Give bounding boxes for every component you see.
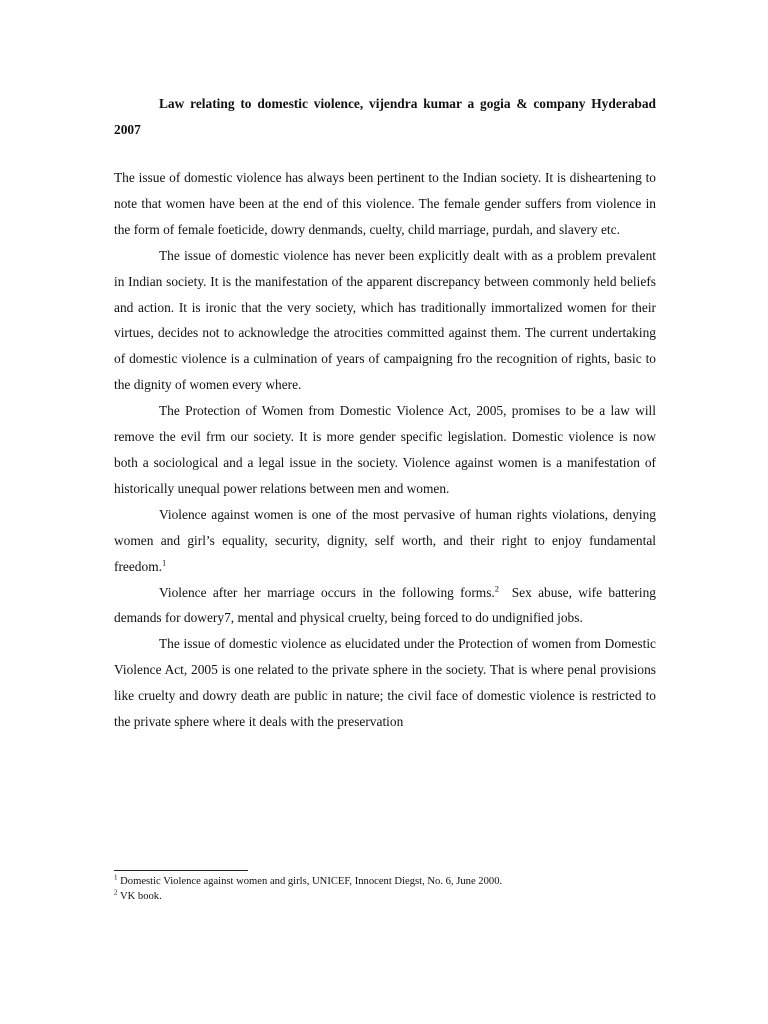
footnote-text-1: Domestic Violence against women and girls, UNICEF, Innocent Diegst, No. 6, June 2000. xyxy=(117,876,503,887)
document-heading: Law relating to domestic violence, vijendra kumar a gogia & company Hyderabad 2007 xyxy=(114,96,656,137)
paragraph-intro: The issue of domestic violence has always been pertinent to the Indian society. It is disheartening to note that women have been at the end of this violence. The female gender suffers from violence in the form of female foeticide, dowry denmands, cuelty, child marriage, purdah, and slavery etc. xyxy=(114,170,656,237)
footnote-separator xyxy=(114,870,248,871)
paragraph-human-rights xyxy=(114,502,656,580)
footnote-2 xyxy=(114,889,656,904)
body-text xyxy=(114,165,660,735)
footnote-marker-2: 2 xyxy=(114,888,118,897)
paragraph-private-sphere: The issue of domestic violence as elucidated under the Protection of women from Domestic Violence Act, 2005 is one related to the private sphere in the society. That is where penal provisions like cruelty and dowry death are public in nature; the civil face of domestic violence is restricted to the private sphere where it deals with the preservation xyxy=(114,636,656,730)
footnotes xyxy=(114,874,656,904)
paragraph-protection-act: The Protection of Women from Domestic Violence Act, 2005, promises to be a law will remove the evil frm our society. It is more gender specific legislation. Domestic violence is now both a sociological and a legal issue in the society. Violence against women is a manifestation of historically unequal power relations between men and women. xyxy=(114,403,656,496)
document-page xyxy=(114,0,660,1024)
paragraph-forms-of-violence xyxy=(114,580,660,632)
footnote-ref-1[interactable]: 1 xyxy=(161,557,167,568)
footnote-text-2: VK book. xyxy=(117,891,162,902)
paragraph-forms-text-before: Violence after her marriage occurs in the following forms. xyxy=(159,584,495,600)
paragraph-human-rights-text: Violence against women is one of the most pervasive of human rights violations, denying women and girl’s equality, security, dignity, self worth, and their right to enjoy fundamental freedom. xyxy=(114,506,656,574)
footnote-1 xyxy=(114,874,656,889)
paragraph-explicitly-dealt: The issue of domestic violence has never been explicitly dealt with as a problem prevalent in Indian society. It is the manifestation of the apparent discrepancy between commonly held beliefs and action. It is ironic that the very society, which has traditionally immortalized women for their virtues, decides not to acknowledge the atrocities committed against them. The current undertaking of domestic violence is a culmination of years of campaigning fro the recognition of rights, basic to the dignity of women every where. xyxy=(114,247,656,393)
footnote-ref-2[interactable]: 2 xyxy=(494,583,500,594)
paragraph-forms-text-after: Sex abuse, wife battering demands for dowery7, mental and physical cruelty, being forced to do undignified jobs. xyxy=(114,584,660,626)
footnote-marker-1: 1 xyxy=(114,873,118,882)
